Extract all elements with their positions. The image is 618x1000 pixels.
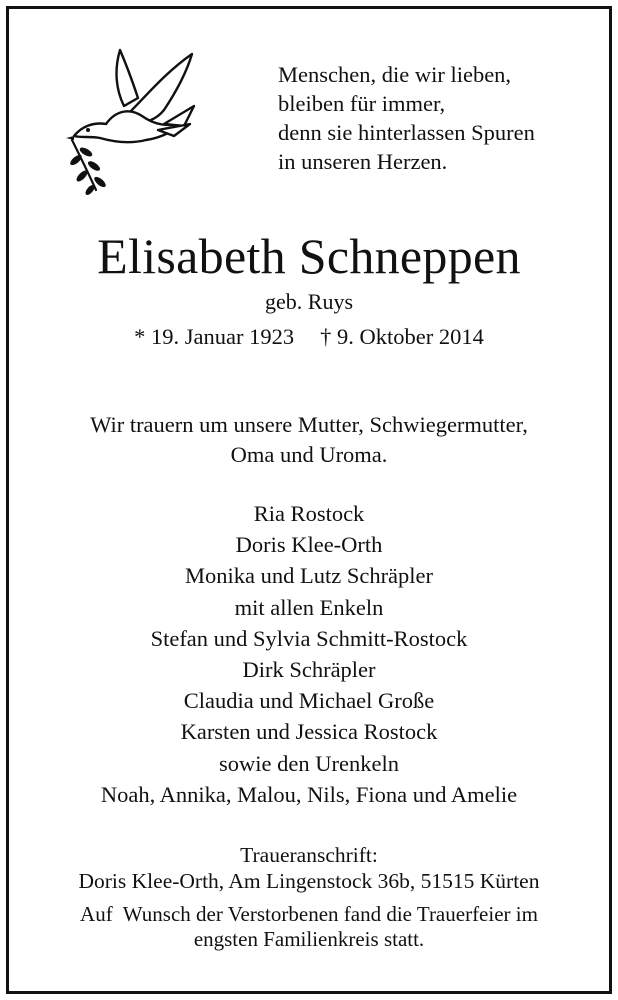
memorial-poem	[278, 60, 598, 176]
family-member: Doris Klee-Orth	[235, 532, 383, 558]
family-member: Claudia und Michael Große	[183, 688, 435, 714]
poem-line: denn sie hinterlassen Spuren	[278, 120, 535, 145]
family-member: Monika und Lutz Schräpler	[184, 563, 434, 589]
poem-line: Menschen, die wir lieben,	[278, 62, 512, 87]
note-line: engsten Familienkreis statt.	[193, 927, 425, 951]
family-member: mit allen Enkeln	[234, 594, 384, 620]
mourning-line: Oma und Uroma.	[230, 442, 388, 467]
maiden-name: geb. Ruys	[265, 289, 353, 314]
funeral-note	[0, 902, 618, 952]
address-line: Doris Klee-Orth, Am Lingenstock 36b, 51515 Kürten	[78, 869, 540, 893]
mourning-statement	[0, 410, 618, 470]
family-member: Ria Rostock	[253, 501, 365, 526]
mourning-address	[0, 842, 618, 894]
poem-line: in unseren Herzen.	[278, 149, 448, 174]
family-member: Karsten und Jessica Rostock	[180, 719, 438, 745]
family-member: Noah, Annika, Malou, Nils, Fiona und Amelie	[100, 781, 518, 807]
death-date: † 9. Oktober 2014	[320, 324, 484, 349]
family-member: sowie den Urenkeln	[219, 750, 399, 776]
family-member: Stefan und Sylvia Schmitt-Rostock	[150, 625, 468, 651]
note-line: Auf Wunsch der Verstorbenen fand die Trauerfeier im	[80, 902, 538, 926]
address-label: Traueranschrift:	[240, 843, 378, 867]
dove-icon	[60, 40, 210, 200]
birth-date: * 19. Januar 1923	[134, 324, 295, 349]
poem-line: bleiben für immer,	[278, 91, 446, 116]
life-dates	[0, 322, 618, 352]
family-list	[0, 498, 618, 810]
deceased-name: Elisabeth Schneppen	[97, 228, 521, 284]
mourning-line: Wir trauern um unsere Mutter, Schwiegermutter,	[90, 412, 528, 437]
family-member: Dirk Schräpler	[242, 657, 376, 683]
